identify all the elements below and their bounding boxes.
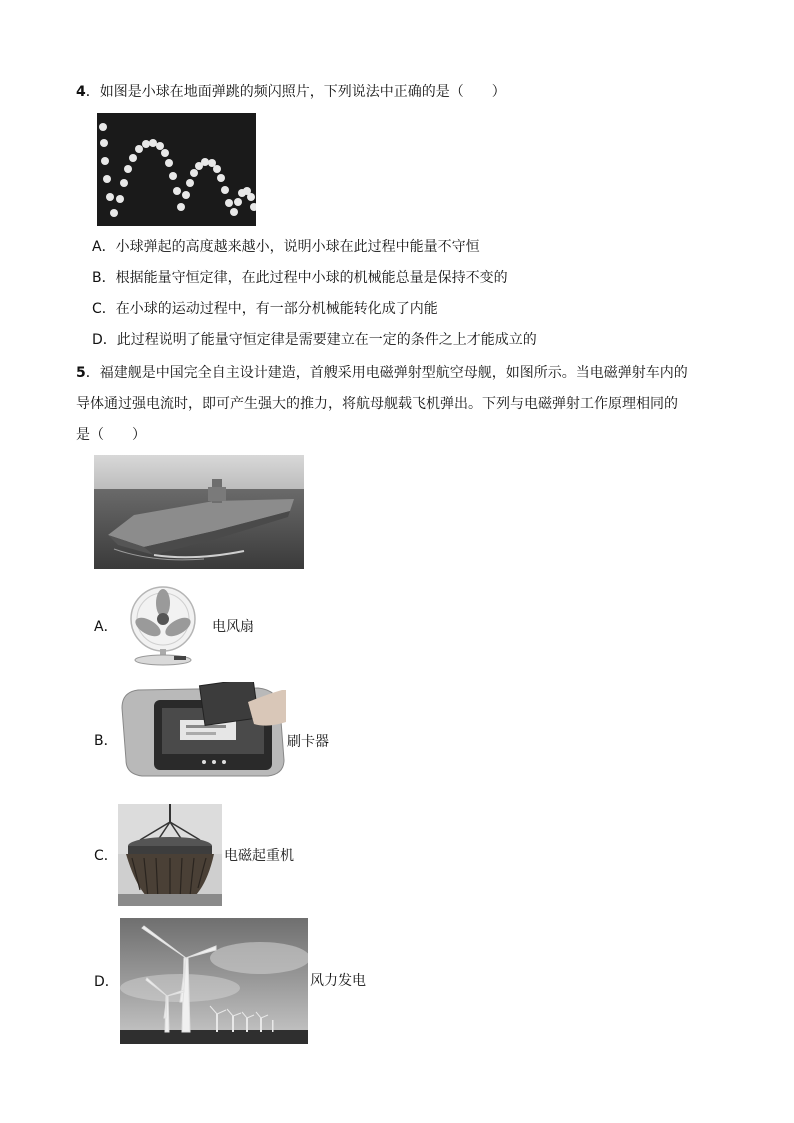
q5-option-b-caption: 刷卡器 <box>287 734 329 750</box>
option-dot: ． <box>103 619 118 635</box>
electric-fan-photo <box>118 583 208 667</box>
electric-fan-icon <box>118 583 208 667</box>
q4-option-c <box>92 300 438 318</box>
q5-option-c-label <box>94 847 118 865</box>
option-dot: ． <box>101 270 116 286</box>
q5-stem-line-3 <box>76 426 146 444</box>
aircraft-carrier-graphic <box>94 455 304 569</box>
bouncing-ball-graphic <box>97 113 256 226</box>
card-reader-photo <box>118 682 286 778</box>
option-text: 根据能量守恒定律，在此过程中小球的机械能总量是保持不变的 <box>115 270 508 286</box>
q5-stem-1: 福建舰是中国完全自主设计建造，首艘采用电磁弹射型航空母舰，如图所示。当电磁弹射车内的 <box>99 365 688 381</box>
option-label: D <box>94 974 105 990</box>
option-dot: ． <box>103 733 118 749</box>
q4-number-dot: ． <box>85 84 100 100</box>
q4-option-d <box>92 331 537 349</box>
q4-stem-line <box>76 83 506 101</box>
card-reader-icon <box>118 682 286 778</box>
q5-option-c-caption: 电磁起重机 <box>224 848 294 864</box>
option-label: C <box>94 848 104 864</box>
q4-option-b <box>92 269 508 287</box>
option-dot: ． <box>104 974 119 990</box>
option-label: C <box>92 301 102 317</box>
q5-stem-3: 是（ ） <box>76 427 146 443</box>
q5-number-dot: ． <box>85 365 100 381</box>
option-dot: ． <box>102 332 117 348</box>
electromagnetic-crane-icon <box>118 804 222 906</box>
q5-option-a-caption: 电风扇 <box>212 619 254 635</box>
option-text: 在小球的运动过程中，有一部分机械能转化成了内能 <box>115 301 438 317</box>
wind-turbine-photo <box>120 918 308 1044</box>
q4-number: 4 <box>76 84 86 100</box>
q5-number: 5 <box>76 365 86 381</box>
option-dot: ． <box>103 848 118 864</box>
aircraft-carrier-photo <box>94 455 304 569</box>
q5-stem-2: 导体通过强电流时，即可产生强大的推力，将航母舰载飞机弹出。下列与电磁弹射工作原理相同的 <box>76 396 678 412</box>
option-label: A <box>94 619 104 635</box>
option-label: D <box>92 332 103 348</box>
electromagnetic-crane-photo <box>118 804 222 906</box>
option-label: B <box>94 733 104 749</box>
q5-option-d-label <box>94 973 119 991</box>
option-label: B <box>92 270 102 286</box>
q4-option-a <box>92 238 480 256</box>
bouncing-ball-photo <box>97 113 256 226</box>
option-label: A <box>92 239 102 255</box>
q5-stem-line-1 <box>76 364 688 382</box>
q5-option-d-caption: 风力发电 <box>310 973 366 989</box>
q5-stem-line-2 <box>76 395 678 413</box>
option-dot: ． <box>101 239 116 255</box>
wind-turbine-icon <box>120 918 308 1044</box>
option-text: 小球弹起的高度越来越小，说明小球在此过程中能量不守恒 <box>115 239 480 255</box>
q5-option-a-label <box>94 618 118 636</box>
option-dot: ． <box>101 301 116 317</box>
q4-stem: 如图是小球在地面弹跳的频闪照片，下列说法中正确的是（ ） <box>99 84 506 100</box>
q5-option-b-label <box>94 732 118 750</box>
option-text: 此过程说明了能量守恒定律是需要建立在一定的条件之上才能成立的 <box>116 332 537 348</box>
